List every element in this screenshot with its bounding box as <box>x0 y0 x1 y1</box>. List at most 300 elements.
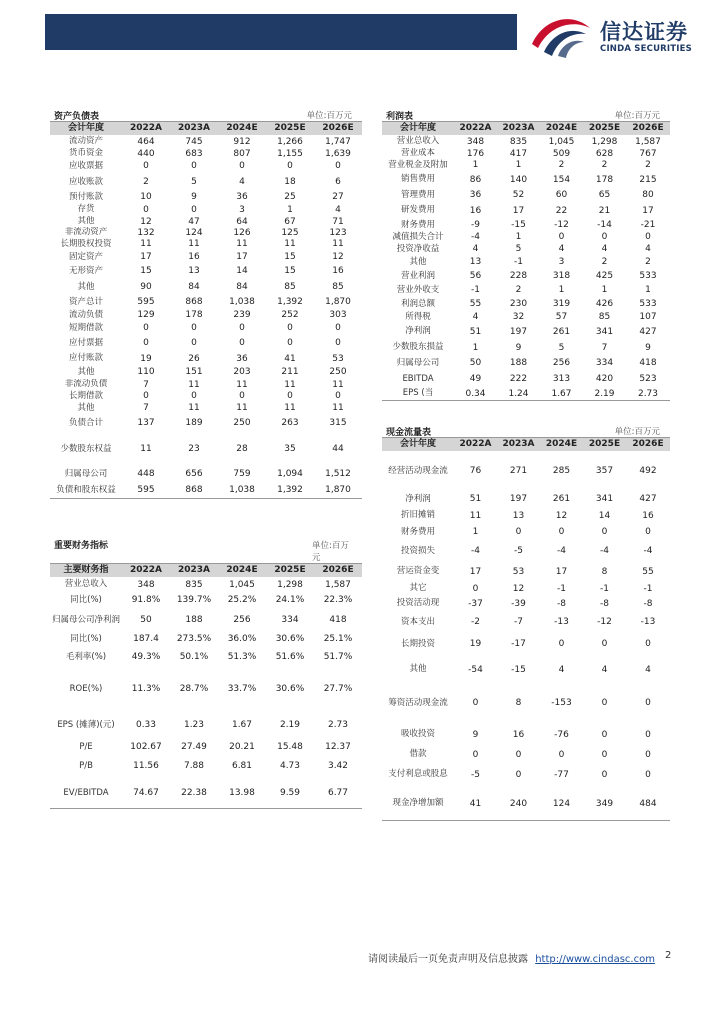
cell-value: 51.6% <box>275 652 305 662</box>
cell-value: 0 <box>191 323 197 333</box>
cell-value: 16 <box>188 252 200 262</box>
cash-flow-body <box>382 451 670 820</box>
table-row <box>382 451 670 491</box>
table-row <box>50 754 362 778</box>
cell-value: 0 <box>645 698 651 708</box>
cell-value: 65 <box>598 190 611 200</box>
cell-value: 85 <box>332 282 344 292</box>
cell-value: 13 <box>469 257 482 267</box>
cell-value: 19 <box>469 639 482 649</box>
balance-sheet-header-row <box>50 122 362 135</box>
balance-sheet-table <box>50 108 362 499</box>
cell-value: 51 <box>469 494 482 504</box>
table-row <box>50 646 362 668</box>
cell-value: 85 <box>284 282 296 292</box>
cell-value: 15 <box>284 252 296 262</box>
cell-value: -5 <box>471 769 480 780</box>
cell-value: 0 <box>143 338 149 348</box>
cell-value: 6.81 <box>231 761 253 771</box>
cell-value: 1,392 <box>277 297 303 307</box>
cell-value: 2 <box>601 160 608 170</box>
cell-value: 464 <box>137 136 155 147</box>
table-row <box>382 762 670 787</box>
cell-value: 80 <box>642 190 654 200</box>
cell-value: -13 <box>640 617 656 627</box>
cell-value: 835 <box>509 136 528 147</box>
table-row <box>50 365 362 379</box>
cell-value: 76 <box>469 466 482 476</box>
column-header: 会计年度 <box>399 123 436 133</box>
table-row <box>50 592 362 608</box>
cell-value: 0 <box>143 204 149 215</box>
income-statement-unit: 单位:百万元 <box>614 111 660 121</box>
footer-disclaimer: 请阅读最后一页免责声明及信息披露 <box>368 954 528 965</box>
cell-value: 85 <box>598 312 611 322</box>
cell-value: 11 <box>284 239 296 249</box>
table-row <box>382 684 670 722</box>
cell-value: 448 <box>137 469 155 479</box>
cell-value: 0 <box>335 161 341 171</box>
cell-value: 273.5% <box>176 634 212 644</box>
cell-value: 1.24 <box>508 388 529 399</box>
cell-value: 27.49 <box>181 742 207 752</box>
cell-value: 15 <box>140 266 152 276</box>
cell-value: 1,038 <box>229 297 255 307</box>
cell-value: 0 <box>287 391 293 401</box>
cell-value: 2.19 <box>594 388 615 399</box>
cell-value: 656 <box>185 469 203 479</box>
cell-value: 12 <box>512 583 525 594</box>
table-row <box>50 322 362 334</box>
cell-value: 178 <box>185 310 203 320</box>
row-label: 归属母公司 <box>396 357 440 368</box>
table-row <box>382 323 670 340</box>
column-header: 2024E <box>226 123 258 133</box>
cell-value: 7 <box>143 379 149 390</box>
cell-value: 7 <box>601 342 608 353</box>
row-label: 短期借款 <box>68 322 103 333</box>
row-label: 负债和股东权益 <box>56 484 116 495</box>
cell-value: 64 <box>236 216 248 227</box>
cell-value: 427 <box>639 326 657 337</box>
row-label: EPS (当 <box>402 388 434 398</box>
cell-value: 1,747 <box>325 136 351 147</box>
table-row <box>50 227 362 238</box>
cell-value: 0 <box>472 583 479 594</box>
cell-value: 11 <box>236 379 248 390</box>
table-row <box>382 159 670 171</box>
cell-value: 151 <box>185 367 203 377</box>
row-label: ROE(%) <box>69 683 103 694</box>
cell-value: 12.37 <box>325 742 351 752</box>
cash-flow-table <box>382 424 670 821</box>
cell-value: 28.7% <box>179 684 209 694</box>
row-label: 借款 <box>409 749 427 759</box>
income-statement-title: 利润表 <box>386 112 414 122</box>
cell-value: 256 <box>552 358 571 368</box>
cell-value: 0 <box>143 161 149 171</box>
table-row <box>50 159 362 173</box>
cinda-logo-icon <box>530 14 592 58</box>
cinda-logo <box>530 14 710 58</box>
cell-value: 3.42 <box>327 761 349 771</box>
row-label: 营业总收入 <box>396 136 440 146</box>
cell-value: -4 <box>600 546 609 556</box>
cell-value: -37 <box>468 598 483 609</box>
cell-value: 17 <box>140 252 152 262</box>
row-label: 营业总收入 <box>64 579 108 589</box>
cell-value: 420 <box>595 374 614 384</box>
row-label: 减值损失合计 <box>392 231 444 242</box>
table-row <box>50 334 362 352</box>
row-label: 营业外收支 <box>396 284 440 295</box>
income-statement-body <box>382 135 670 400</box>
table-row <box>382 611 670 633</box>
cell-value: 189 <box>185 418 203 428</box>
table-row <box>382 171 670 188</box>
table-row <box>382 507 670 524</box>
cell-value: 13.98 <box>229 788 255 798</box>
cell-value: 2 <box>645 257 651 267</box>
row-label: 非流动资产 <box>64 227 108 237</box>
cell-value: 188 <box>509 358 528 368</box>
cell-value: 123 <box>329 227 347 238</box>
cell-value: 0 <box>601 698 608 708</box>
cell-value: 427 <box>639 494 657 504</box>
cell-value: 124 <box>552 798 571 809</box>
table-row <box>382 355 670 371</box>
cell-value: -14 <box>597 220 612 230</box>
column-header: 2023A <box>502 123 535 133</box>
cell-value: 22.3% <box>323 595 353 605</box>
cell-value: 228 <box>509 271 528 281</box>
row-label: 财务费用 <box>400 219 435 230</box>
cell-value: 197 <box>509 494 528 504</box>
cell-value: 51 <box>469 326 482 337</box>
column-header: 2026E <box>632 439 664 449</box>
cell-value: 348 <box>466 136 485 147</box>
row-label: 长期借款 <box>68 390 103 401</box>
row-label: 营运资金变 <box>396 566 440 576</box>
cell-value: 418 <box>329 615 347 625</box>
row-label: 支付利息或股息 <box>388 769 448 779</box>
cell-value: 16 <box>642 510 654 521</box>
cell-value: 8 <box>515 698 522 708</box>
cell-value: 0 <box>191 338 197 348</box>
row-label: 所得税 <box>405 311 431 322</box>
row-label: P/E <box>79 741 93 752</box>
cell-value: 16 <box>512 729 525 740</box>
cell-value: 9 <box>191 192 197 202</box>
cell-value: 12 <box>555 510 568 521</box>
cell-value: 767 <box>639 148 657 159</box>
brand-name-cn: 信达证券 <box>600 20 688 44</box>
table-row <box>50 135 362 148</box>
cell-value: -2 <box>471 617 480 627</box>
cell-value: 60 <box>555 190 568 200</box>
column-header: 2025E <box>588 439 621 449</box>
cell-value: 132 <box>137 227 155 238</box>
cell-value: 0 <box>601 232 608 242</box>
cell-value: 492 <box>639 466 657 476</box>
table-row <box>382 596 670 611</box>
cell-value: 1,298 <box>591 136 618 147</box>
cash-flow-bottom-rule <box>382 820 670 821</box>
cell-value: 1,266 <box>277 136 303 147</box>
cell-value: 4 <box>472 244 479 254</box>
cell-value: -4 <box>471 546 480 556</box>
cell-value: 3 <box>558 257 565 267</box>
table-row <box>382 524 670 540</box>
cell-value: 315 <box>329 418 347 428</box>
cell-value: 440 <box>137 148 155 159</box>
row-label: EPS (摊薄)(元) <box>57 719 115 730</box>
row-label: 少数股东权益 <box>60 443 112 454</box>
cell-value: 334 <box>281 615 299 625</box>
cell-value: 8 <box>601 566 608 577</box>
table-row <box>382 371 670 387</box>
cell-value: 263 <box>281 418 299 428</box>
cell-value: 1,639 <box>325 148 351 159</box>
cell-value: 1 <box>645 285 651 295</box>
row-label: 其他 <box>77 366 95 377</box>
cell-value: 239 <box>233 310 251 320</box>
cell-value: 11 <box>188 379 200 390</box>
cell-value: 71 <box>332 216 344 227</box>
cell-value: 11 <box>188 239 200 249</box>
cell-value: 230 <box>509 299 528 309</box>
table-row <box>50 632 362 646</box>
cell-value: 24.1% <box>275 595 305 605</box>
cell-value: 0 <box>287 323 293 333</box>
cell-value: 417 <box>509 148 528 159</box>
table-row <box>50 577 362 592</box>
cell-value: 47 <box>188 216 200 227</box>
column-header: 2026E <box>632 123 664 133</box>
row-label: 投资损失 <box>400 545 435 556</box>
row-label: 其他 <box>77 216 95 226</box>
cell-value: 0 <box>191 204 197 215</box>
cell-value: -8 <box>557 598 566 609</box>
cell-value: 0 <box>601 769 608 780</box>
cell-value: 0 <box>335 338 341 348</box>
row-label: 应付票据 <box>68 337 103 348</box>
row-label: 现金净增加额 <box>392 798 444 808</box>
cell-value: 91.8% <box>131 595 161 605</box>
balance-sheet-title: 资产负债表 <box>54 112 100 122</box>
table-row <box>50 238 362 250</box>
cell-value: 110 <box>137 367 155 377</box>
cell-value: -4 <box>471 232 480 242</box>
cell-value: 912 <box>233 136 251 147</box>
cell-value: 4.73 <box>279 761 301 771</box>
column-header: 2025E <box>274 123 306 133</box>
cell-value: 49.3% <box>131 652 161 662</box>
row-label: 资产总计 <box>68 296 103 307</box>
cell-value: 53 <box>512 566 525 577</box>
cash-flow-header-row <box>382 438 670 451</box>
cell-value: 188 <box>185 615 203 625</box>
cell-value: -21 <box>640 220 656 230</box>
cell-value: 27 <box>332 192 344 202</box>
column-header: 2022A <box>129 123 162 133</box>
cell-value: -1 <box>514 257 523 267</box>
cell-value: 318 <box>552 271 571 281</box>
cell-value: -8 <box>600 598 609 609</box>
cell-value: 12 <box>332 252 344 262</box>
income-statement-table <box>382 108 670 401</box>
cell-value: 0 <box>191 391 197 401</box>
column-header: 主要财务指 <box>63 565 109 575</box>
cell-value: 0 <box>239 161 245 171</box>
table-row <box>50 264 362 278</box>
cell-value: 211 <box>281 367 299 377</box>
cell-value: -1 <box>557 583 566 594</box>
cell-value: 1 <box>601 285 608 295</box>
table-row <box>382 747 670 762</box>
balance-sheet-title-bar <box>50 108 362 122</box>
cell-value: 349 <box>595 798 614 809</box>
table-row <box>382 540 670 562</box>
cell-value: 5 <box>515 244 522 254</box>
cash-flow-title: 现金流量表 <box>386 428 432 438</box>
row-label: 毛利率(%) <box>65 651 107 662</box>
cell-value: 1,045 <box>548 136 575 147</box>
cell-value: 222 <box>509 374 528 384</box>
cell-value: 11 <box>236 239 248 249</box>
row-label: 应收票据 <box>68 160 103 171</box>
cell-value: 11 <box>236 403 248 413</box>
table-row <box>382 633 670 655</box>
cell-value: -76 <box>554 729 569 740</box>
row-label: 净利润 <box>405 326 431 336</box>
cell-value: 11 <box>332 239 344 249</box>
cell-value: 1.67 <box>231 720 253 730</box>
row-label: 筹资活动现金流 <box>388 697 448 708</box>
row-label: 负债合计 <box>68 417 103 428</box>
column-header: 2025E <box>274 565 306 575</box>
table-row <box>382 243 670 255</box>
cell-value: 90 <box>140 282 152 292</box>
cell-value: 11 <box>469 510 482 521</box>
table-row <box>50 482 362 498</box>
cell-value: 36 <box>469 190 482 200</box>
cell-value: 11 <box>188 403 200 413</box>
cell-value: 125 <box>281 227 299 238</box>
cell-value: 12 <box>140 216 152 227</box>
cell-value: -4 <box>643 546 653 556</box>
row-label: 其他 <box>77 402 95 413</box>
cell-value: 55 <box>469 299 482 309</box>
key-metrics-title-bar <box>50 538 362 564</box>
row-label: 其它 <box>409 583 427 593</box>
column-header: 2022A <box>459 439 492 449</box>
cell-value: 1,094 <box>277 469 303 479</box>
cell-value: -15 <box>511 220 526 230</box>
cell-value: 30.6% <box>275 634 305 644</box>
row-label: 存货 <box>77 204 95 214</box>
cell-value: 0.34 <box>465 388 486 399</box>
cell-value: -17 <box>511 639 526 649</box>
cell-value: 250 <box>329 367 347 377</box>
cell-value: -7 <box>514 617 523 627</box>
row-label: 营业税金及附加 <box>388 159 448 170</box>
balance-sheet-body <box>50 135 362 498</box>
cell-value: 5 <box>191 177 197 187</box>
cell-value: -13 <box>554 617 569 627</box>
cell-value: 1,512 <box>325 469 351 479</box>
cell-value: 140 <box>509 174 528 185</box>
cell-value: 102.67 <box>130 742 162 752</box>
footer-url-link[interactable]: http://www.cindasc.com <box>535 954 655 965</box>
page-number: 2 <box>665 950 672 961</box>
table-row <box>382 787 670 820</box>
cell-value: 17 <box>469 566 482 577</box>
row-label: 其他 <box>409 256 427 267</box>
cell-value: 44 <box>332 444 344 454</box>
table-row <box>50 402 362 414</box>
cell-value: 0 <box>558 232 565 242</box>
cell-value: 1 <box>472 342 479 353</box>
balance-sheet-bottom-rule <box>50 498 362 499</box>
row-label: 归属母公司净利润 <box>51 614 120 625</box>
cell-value: 22 <box>555 205 568 216</box>
cell-value: 22.38 <box>181 788 207 798</box>
cell-value: 303 <box>329 310 347 320</box>
cell-value: 595 <box>137 297 155 307</box>
column-header: 会计年度 <box>67 123 104 133</box>
row-label: 货币资金 <box>68 148 103 158</box>
table-row <box>50 216 362 227</box>
table-row <box>382 722 670 747</box>
cell-value: 41 <box>469 798 482 809</box>
row-label: 其他 <box>409 664 427 674</box>
row-label: 营业成本 <box>400 148 435 158</box>
cell-value: 1.67 <box>551 388 572 399</box>
row-label: 流动负债 <box>68 309 103 320</box>
cell-value: -4 <box>557 546 566 556</box>
cell-value: 56 <box>469 271 482 281</box>
cell-value: 9 <box>645 342 651 353</box>
cell-value: -1 <box>471 285 480 295</box>
footer <box>368 950 655 965</box>
cell-value: 0 <box>287 338 293 348</box>
row-label: 同比(%) <box>70 594 102 605</box>
key-metrics-unit: 单位:百万元 <box>312 541 349 563</box>
cell-value: 33.7% <box>227 684 257 694</box>
income-statement-bottom-rule <box>382 400 670 401</box>
cell-value: 418 <box>639 358 657 368</box>
row-label: 少数股东损益 <box>392 342 444 352</box>
cell-value: 0 <box>239 391 245 401</box>
cell-value: 16 <box>469 205 482 216</box>
cell-value: 51.7% <box>323 652 353 662</box>
cell-value: 0 <box>645 232 651 242</box>
cell-value: 17 <box>512 205 525 216</box>
column-header: 2022A <box>459 123 492 133</box>
cell-value: 523 <box>639 374 657 384</box>
cell-value: 36 <box>236 192 248 202</box>
cell-value: 2.73 <box>327 720 349 730</box>
cell-value: 0 <box>335 323 341 333</box>
cell-value: 271 <box>509 466 528 476</box>
cell-value: 17 <box>555 566 568 577</box>
row-label: 非流动负债 <box>64 379 108 389</box>
cell-value: 4 <box>558 244 565 254</box>
cell-value: 25.2% <box>227 595 257 605</box>
cell-value: 0 <box>515 527 522 537</box>
cell-value: 509 <box>552 148 571 159</box>
